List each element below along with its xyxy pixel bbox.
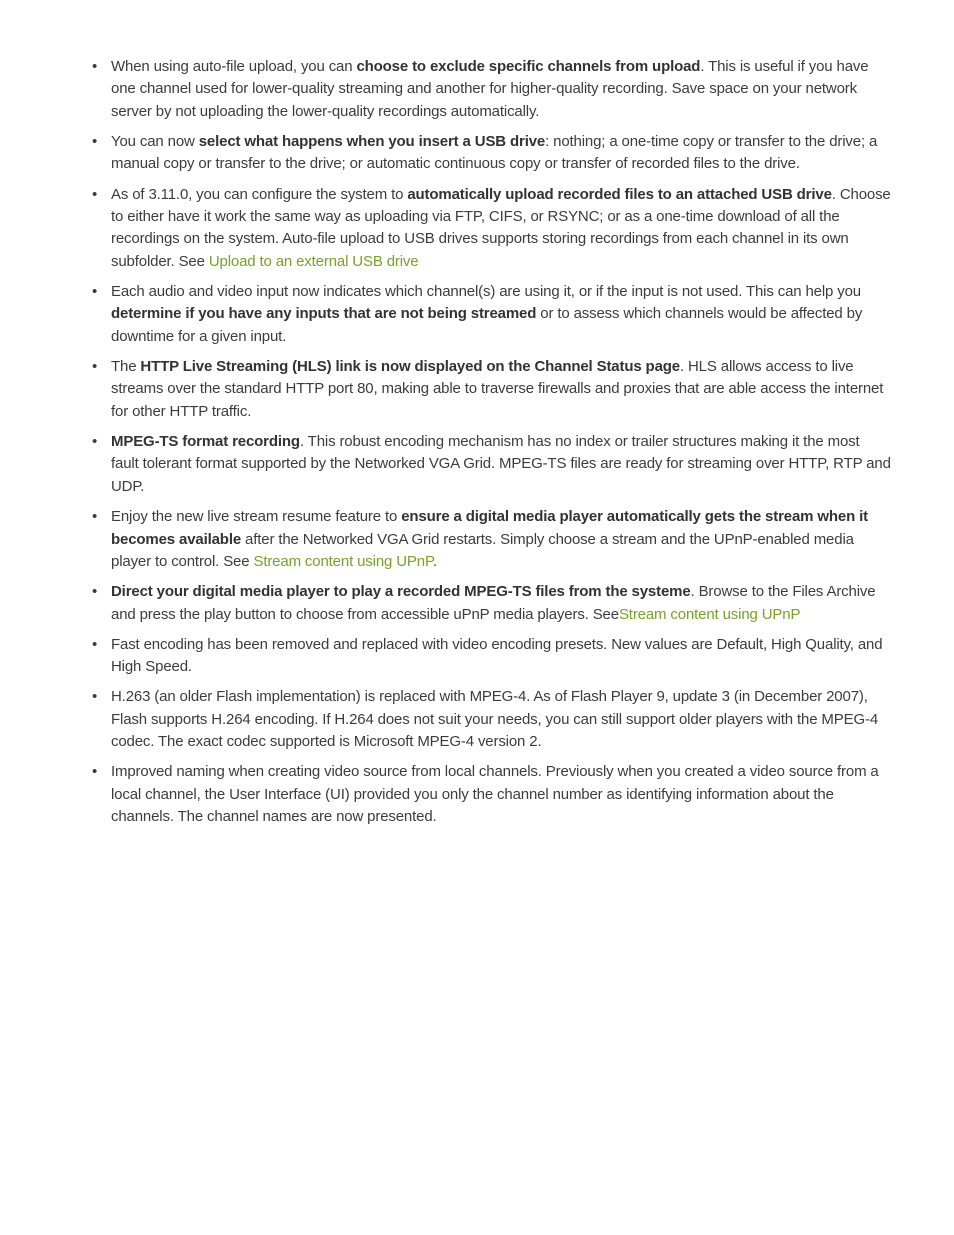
- list-item: [92, 356, 891, 423]
- bullet-icon: •: [92, 508, 98, 526]
- list-item: [92, 131, 891, 176]
- item-text: Improved naming when creating video source from local channels. Previously when you created a video source from a local channel, the User Interface (UI) provided you only the channel number as identifying information about the channels. The channel names are now presented.: [111, 763, 879, 826]
- item-text: .: [432, 552, 437, 570]
- bullet-icon: •: [92, 133, 98, 151]
- item-text: . Choose to either have it work the same way as uploading via FTP, CIFS, or RSYNC; or as a one-time download of all the recordings on the system. Auto-file upload to USB drives supports storing recordings from each channel in its own subfolder. See: [111, 185, 891, 270]
- item-text: after the Networked VGA Grid restarts. Simply choose a stream and the UPnP-enabled media player to control. See: [111, 530, 854, 570]
- bullet-icon: •: [92, 358, 98, 376]
- item-text: or to assess which channels would be affected by downtime for a given input.: [111, 305, 863, 345]
- item-text: The: [111, 358, 141, 376]
- item-bold-text: determine if you have any inputs that are not being streamed: [111, 305, 537, 323]
- item-text: . Browse to the Files Archive and press the play button to choose from accessible uPnP media players. See: [111, 583, 876, 623]
- bullet-icon: •: [92, 433, 98, 451]
- item-bold-text: automatically upload recorded files to an attached USB drive: [407, 185, 832, 203]
- item-text: H.263 (an older Flash implementation) is replaced with MPEG-4. As of Flash Player 9, update 3 (in December 2007), Flash supports H.264 encoding. If H.264 does not suit your needs, you can still support older players with the MPEG-4 codec. The exact codec supported is Microsoft MPEG-4 version 2.: [111, 688, 879, 751]
- stream-upnp-link[interactable]: Stream content using UPnP: [253, 552, 433, 570]
- list-item: [92, 56, 891, 123]
- list-item: [92, 431, 891, 498]
- item-bold-text: Direct your digital media player to play a recorded MPEG-TS files from the systeme: [111, 583, 691, 601]
- list-item: [92, 761, 891, 828]
- item-text: . This robust encoding mechanism has no index or trailer structures making it the most fault tolerant format supported by the Networked VGA Grid. MPEG-TS files are ready for streaming over HTTP, RTP and UDP.: [111, 433, 891, 495]
- item-text: Enjoy the new live stream resume feature to: [111, 508, 402, 526]
- item-text: When using auto-file upload, you can: [111, 58, 357, 75]
- list-item: [92, 281, 891, 348]
- list-item: [92, 686, 891, 753]
- bullet-icon: •: [92, 185, 98, 203]
- item-text: You can now: [111, 133, 199, 151]
- bullet-icon: •: [92, 688, 98, 706]
- item-text: As of 3.11.0, you can configure the system to: [111, 185, 408, 203]
- list-item: [92, 184, 891, 274]
- item-text: Fast encoding has been removed and replaced with video encoding presets. New values are Default, High Quality, and High Speed.: [111, 635, 883, 676]
- item-bold-text: ensure a digital media player automatically gets the stream when it becomes available: [111, 508, 868, 548]
- item-bold-text: select what happens when you insert a USB drive: [198, 133, 546, 151]
- stream-upnp-link[interactable]: Stream content using UPnP: [618, 605, 801, 623]
- bullet-icon: •: [92, 58, 98, 75]
- item-bold-text: choose to exclude specific channels from upload: [356, 58, 701, 75]
- item-text: Each audio and video input now indicates which channel(s) are using it, or if the input is not used. This can help you: [111, 283, 861, 301]
- list-item: [92, 581, 891, 626]
- bullet-icon: •: [92, 763, 98, 781]
- item-bold-text: MPEG-TS format recording: [111, 433, 300, 451]
- bullet-icon: •: [92, 283, 98, 301]
- list-item: [92, 506, 891, 573]
- item-text: : nothing; a one-time copy or transfer to the drive; a manual copy or transfer to the drive; or automatic continuous copy or transfer of recorded files to the drive.: [111, 133, 878, 173]
- list-item: [92, 634, 891, 679]
- bullet-icon: •: [92, 635, 98, 653]
- release-notes-list: [92, 56, 891, 836]
- bullet-icon: •: [92, 583, 98, 601]
- item-bold-text: HTTP Live Streaming (HLS) link is now displayed on the Channel Status page: [140, 358, 680, 376]
- item-text: . This is useful if you have one channel used for lower-quality streaming and another for higher-quality recording. Save space on your network server by not uploading the lower-quality recordings automatically.: [111, 58, 869, 120]
- upload-usb-drive-link[interactable]: Upload to an external USB drive: [208, 252, 419, 270]
- item-text: . HLS allows access to live streams over the standard HTTP port 80, making able to traverse firewalls and proxies that are able access the internet for other HTTP traffic.: [111, 358, 884, 420]
